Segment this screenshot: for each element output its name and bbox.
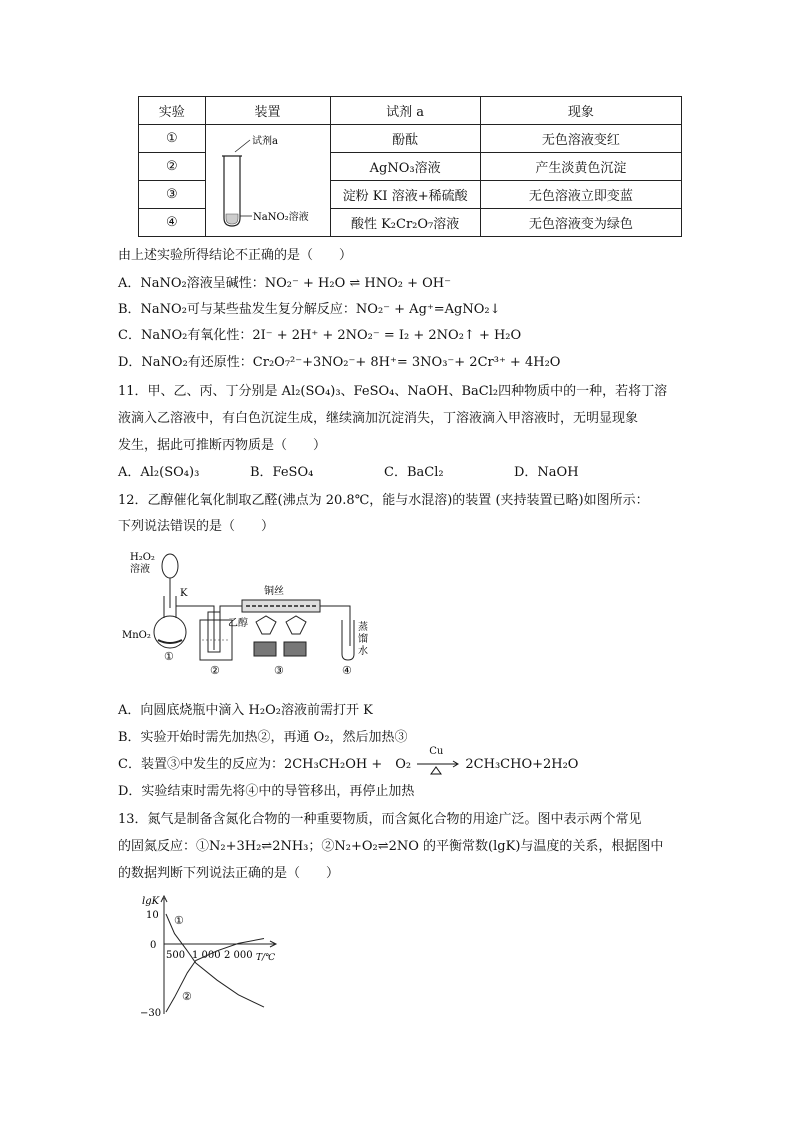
row-phenomenon: 无色溶液变红	[480, 125, 681, 153]
row-number: ②	[139, 153, 206, 181]
label-distilled-2: 馏	[358, 634, 368, 645]
y-tick-label: 0	[150, 940, 157, 951]
q12-option-c-reactants: C．装置③中发生的反应为：2CH₃CH₂OH + O₂	[118, 757, 412, 772]
q12-line-1: 12．乙醇催化氧化制取乙醛(沸点为 20.8℃，能与水混溶)的装置 (夹持装置已略)如图所示：	[118, 493, 649, 508]
q11-line-2: 液滴入乙溶液中，有白色沉淀生成，继续滴加沉淀消失，丁溶液滴入甲溶液时，无明显现象	[118, 411, 639, 426]
q10-stem: 由上述实验所得结论不正确的是（ ）	[118, 248, 353, 263]
q12-option-c-products: 2CH₃CHO+2H₂O	[465, 757, 579, 772]
q11-line-1: 11．甲、乙、丙、丁分别是 Al₂(SO₄)₃、FeSO₄、NaOH、BaCl₂四种物质中的一种，若将丁溶	[118, 384, 668, 399]
header-experiment: 实验	[139, 97, 206, 125]
q13-line-3: 的数据判断下列说法正确的是（ ）	[118, 866, 340, 881]
header-phenomenon: 现象	[480, 97, 681, 125]
row-phenomenon: 无色溶液立即变蓝	[480, 181, 681, 209]
row-reagent: 淀粉 KI 溶液+稀硫酸	[330, 181, 480, 209]
apparatus-label-top: 试剂a	[251, 135, 278, 147]
q11-option-c: C．BaCl₂	[384, 465, 444, 480]
header-apparatus: 装置	[205, 97, 330, 125]
x-tick-label: 2 000	[224, 950, 253, 961]
apparatus-cell	[205, 125, 330, 237]
label-solution: 溶液	[130, 564, 150, 575]
q13-line-2: 的固氮反应：①N₂+3H₂⇌2NH₃；②N₂+O₂⇌2NO 的平衡常数(lgK)与温度的关系，根据图中	[118, 839, 664, 854]
row-number: ④	[139, 209, 206, 237]
reaction-arrow	[415, 745, 461, 772]
q10-option-a: A．NaNO₂溶液呈碱性：NO₂⁻ + H₂O ⇌ HNO₂ + OH⁻	[118, 276, 451, 291]
label-device-1: ①	[164, 650, 174, 663]
row-phenomenon: 产生淡黄色沉淀	[480, 153, 681, 181]
label-device-2: ②	[210, 664, 220, 677]
y-axis-label: lgK	[142, 896, 160, 907]
apparatus-label-bottom: NaNO₂溶液	[252, 211, 309, 223]
q10-option-b: B．NaNO₂可与某些盐发生复分解反应：NO₂⁻ + Ag⁺=AgNO₂↓	[118, 302, 501, 317]
q11-option-a: A．Al₂(SO₄)₃	[118, 465, 200, 480]
label-ethanol: 乙醇	[228, 618, 248, 629]
y-tick-label: −30	[140, 1008, 162, 1019]
row-reagent: 酚酞	[330, 125, 480, 153]
x-tick-label: 1 000	[192, 950, 221, 961]
row-reagent: AgNO₃溶液	[330, 153, 480, 181]
apparatus-figure	[118, 550, 378, 680]
q10-option-d: D．NaNO₂有还原性：Cr₂O₇²⁻+3NO₂⁻+ 8H⁺= 3NO₃⁻+ 2Cr³⁺ + 4H₂O	[118, 355, 561, 370]
heat-arrow-icon	[415, 756, 461, 776]
label-device-4: ④	[342, 664, 352, 677]
row-number: ①	[139, 125, 206, 153]
header-reagent: 试剂 a	[330, 97, 480, 125]
label-distilled-3: 水	[358, 646, 368, 657]
experiment-table	[138, 96, 682, 237]
label-distilled-1: 蒸	[358, 622, 368, 633]
q11-option-b: B．FeSO₄	[250, 465, 314, 480]
label-device-3: ③	[274, 664, 284, 677]
x-tick-label: 500	[166, 950, 186, 961]
q12-option-d: D．实验结束时需先将④中的导管移出，再停止加热	[118, 784, 415, 799]
q13-line-1: 13．氮气是制备含氮化合物的一种重要物质，而含氮化合物的用途广泛。图中表示两个常见	[118, 812, 642, 827]
q12-option-b: B．实验开始时需先加热②，再通 O₂，然后加热③	[118, 730, 408, 745]
series-1-label: ①	[174, 914, 184, 927]
series-2-label: ②	[182, 990, 192, 1003]
row-reagent: 酸性 K₂Cr₂O₇溶液	[330, 209, 480, 237]
label-mno2: MnO₂	[122, 630, 151, 641]
x-axis-label: T/℃	[256, 953, 276, 963]
label-copper-wire: 铜丝	[264, 586, 284, 597]
q12-option-c	[118, 745, 579, 772]
label-k: K	[180, 588, 188, 599]
row-number: ③	[139, 181, 206, 209]
label-h2o2: H₂O₂	[130, 552, 155, 563]
row-phenomenon: 无色溶液变为绿色	[480, 209, 681, 237]
table-row	[139, 125, 682, 153]
y-tick-label: 10	[146, 910, 159, 921]
lgk-temperature-chart	[136, 892, 296, 1022]
catalyst-cu: Cu	[429, 745, 444, 757]
q11-option-d: D．NaOH	[514, 465, 579, 480]
test-tube-diagram	[206, 126, 330, 236]
q11-line-3: 发生，据此可推断丙物质是（ ）	[118, 438, 327, 453]
q12-line-2: 下列说法错误的是（ ）	[118, 519, 275, 534]
q10-option-c: C．NaNO₂有氧化性：2I⁻ + 2H⁺ + 2NO₂⁻ = I₂ + 2NO₂↑ + H₂O	[118, 328, 522, 343]
table-header-row	[139, 97, 682, 125]
q12-option-a: A．向圆底烧瓶中滴入 H₂O₂溶液前需打开 K	[118, 703, 373, 718]
